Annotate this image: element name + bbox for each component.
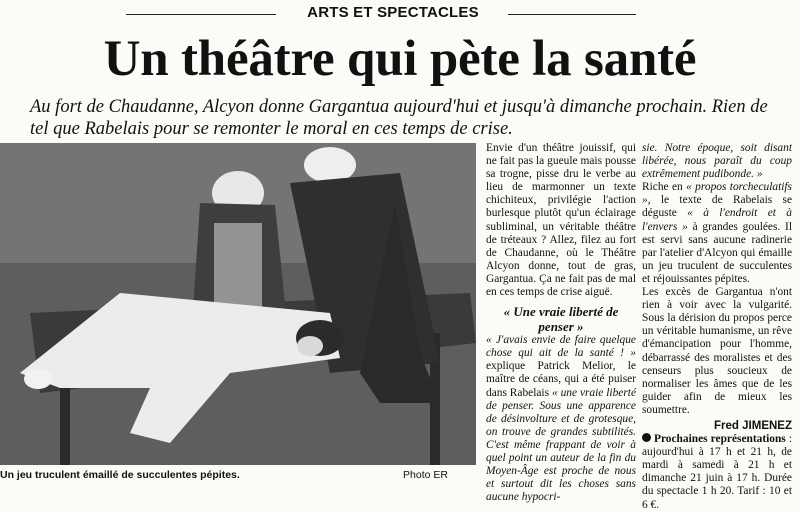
theatre-scene-illustration	[0, 143, 476, 465]
photo-caption	[0, 469, 476, 487]
paragraph-quote-end: sie. Notre époque, soit disant libérée, nous paraît du coup extrêmement pudibonde. »	[642, 142, 792, 181]
paragraph-rabelais	[642, 181, 792, 286]
paragraph-intro: Envie d'un théâtre jouissif, qui ne fait pas la gueule mais pousse sa trogne, pisse dru le verbe au lieu de marmonner un texte chichiteux, privilégie l'action burlesque plutôt qu'un éclairage subliminal, un véritable théâtre de tréteaux ? Allez, filez au fort de Chaudanne, où le Théâtre Alcyon donne, tout de gras, Gargantua. Ça ne fait pas de mal en ces temps de crise aiguë.	[486, 142, 636, 299]
text-column-1	[486, 142, 636, 504]
quote-endroit: « à l'endroit et à l'envers »	[642, 207, 792, 233]
article-photo	[0, 143, 476, 465]
quote-rabelais: « une vraie liberté de penser. Sous une apparence de désinvolture et de grotesque, on trouve de grandes subtilités. C'est même frappant de voir à quel point un auteur de la fin du Moyen-Âge est proche de nous et surtout dit les choses sans aucune hypocri-	[486, 386, 637, 504]
practical-info	[642, 433, 792, 512]
text-column-2	[642, 142, 792, 512]
text-run: , le texte de Rabelais se déguste	[642, 194, 792, 220]
paragraph-quote	[486, 334, 636, 504]
headline: Un théâtre qui pète la santé	[103, 31, 697, 87]
subheading: « Une vraie liberté de penser »	[503, 304, 619, 335]
rubric-label: ARTS ET SPECTACLES	[307, 4, 479, 21]
info-label: Prochaines représentations	[654, 433, 786, 446]
quote-attribution: explique Patrick Melior, le maître de céans, qui a été puiser dans Rabelais	[486, 360, 636, 399]
bullet-icon	[642, 433, 651, 442]
text-run: à grandes goulées. Il est servi sans aucune radinerie par l'atelier d'Alcyon qui émaille un jeu truculent de succulentes et réjouissantes pépites.	[642, 220, 792, 285]
rubric-rule-left	[126, 14, 276, 15]
quote-propos: « propos torcheculatifs »	[642, 181, 792, 207]
standfirst: Au fort de Chaudanne, Alcyon donne Gargantua aujourd'hui et jusqu'à dimanche prochain. Rien de tel que Rabelais pour se remonter le moral en ces temps de crise.	[30, 97, 768, 139]
paragraph-excess: Les excès de Gargantua n'ont rien à voir avec la vulgarité. Sous la dérision du propos perce un véritable humanisme, un rêve d'émancipation pour l'homme, débarrassé des moralistes et des censeurs plus soucieux de normaliser les âmes que de les guider afin de mieux les soumettre.	[642, 286, 792, 416]
info-text: : aujourd'hui à 17 h et 21 h, de mardi à samedi à 21 h et dimanche 21 juin à 17 h. Durée du spectacle 1 h 20. Tarif : 10 et 6 €.	[642, 433, 792, 511]
section-rubric	[0, 4, 800, 26]
caption-text: Un jeu truculent émaillé de succulentes pépites.	[0, 469, 240, 481]
author-byline: Fred JIMENEZ	[714, 419, 792, 432]
photo-credit: Photo ER	[403, 469, 448, 481]
quote-melior: « J'avais envie de faire quelque chose qui ait de la santé ! »	[486, 334, 636, 360]
text-run: Riche en	[642, 181, 687, 194]
rubric-rule-right	[508, 14, 636, 15]
